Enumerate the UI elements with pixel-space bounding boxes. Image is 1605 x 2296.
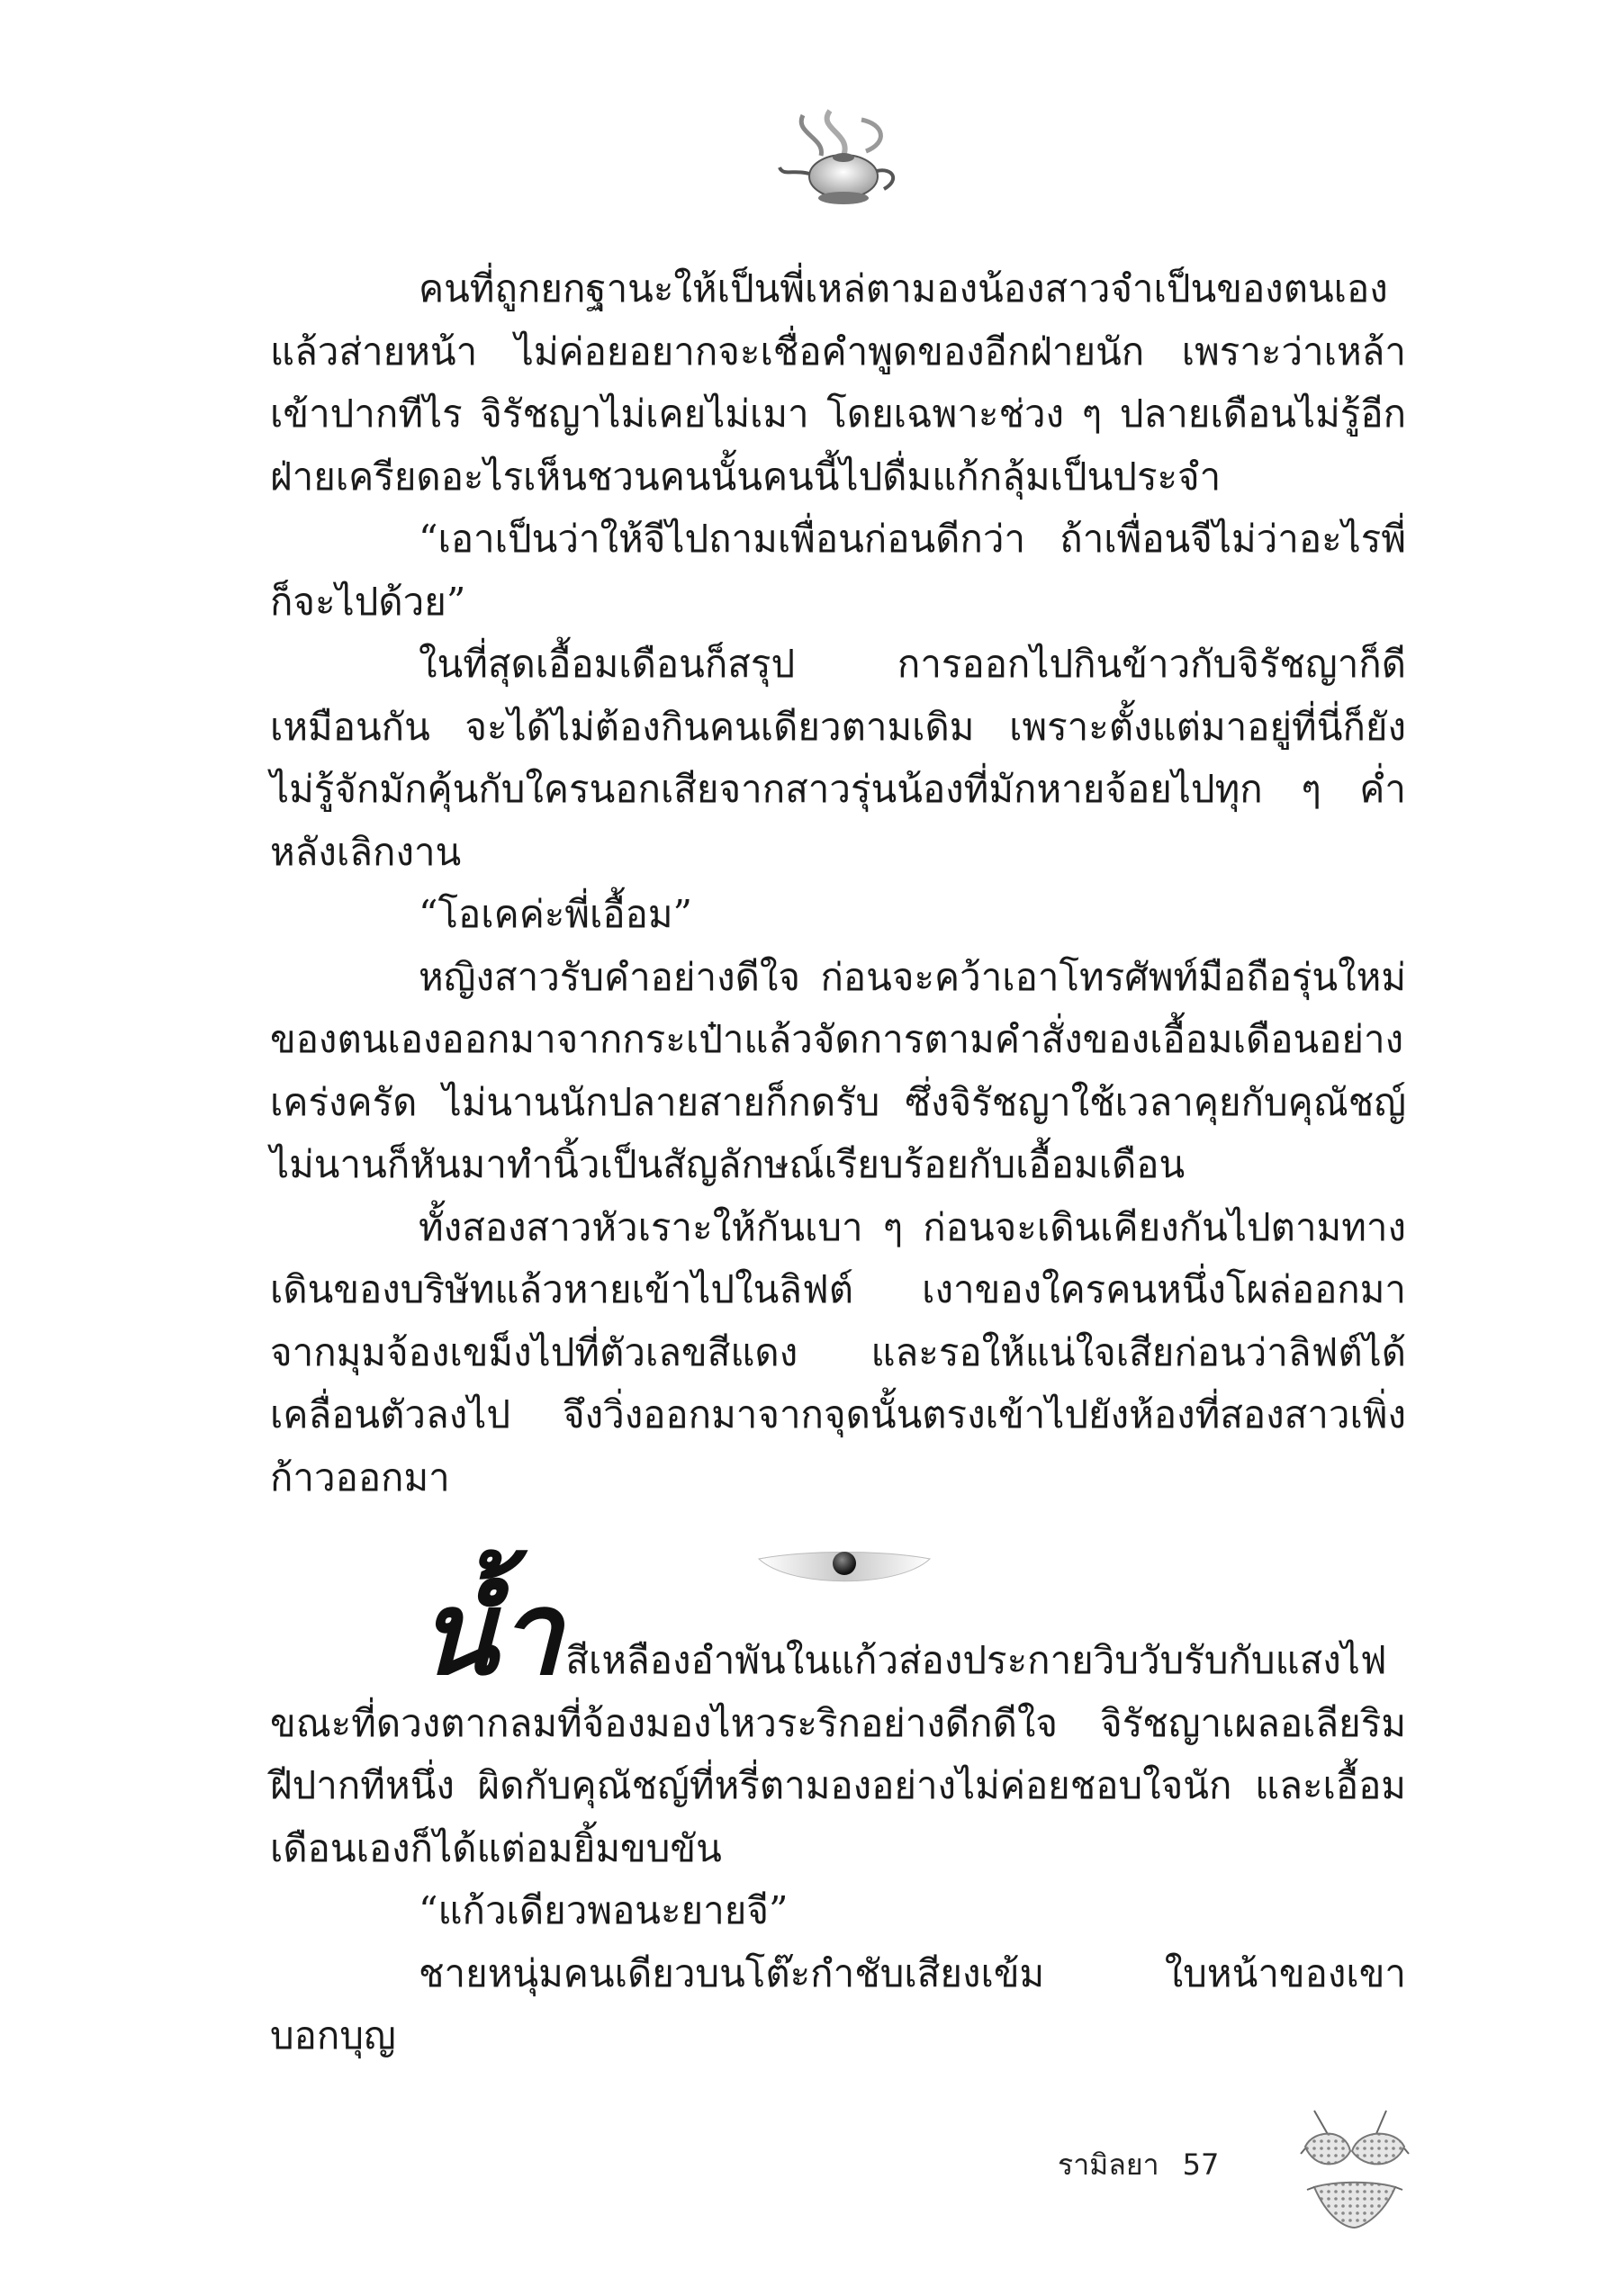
dropcap-paragraph	[270, 1566, 1406, 1879]
paragraph: ในที่สุดเอื้อมเดือนก็สรุป การออกไปกินข้าวกับจิรัชญาก็ดีเหมือนกัน จะได้ไม่ต้องกินคนเดียวตามเดิม เพราะตั้งแต่มาอยู่ที่นี่ก็ยังไม่รู้จักมักคุ้นกับใครนอกเสียจากสาวรุ่นน้องที่มักหายจ้อยไปทุก ๆ ค่ำหลังเลิกงาน	[270, 642, 1406, 874]
paragraph: ชายหนุ่มคนเดียวบนโต๊ะกำชับเสียงเข้ม ใบหน้าของเขาบอกบุญ	[270, 1950, 1406, 2057]
teapot-steam-ornament-icon	[776, 106, 911, 210]
paragraph: หญิงสาวรับคำอย่างดีใจ ก่อนจะคว้าเอาโทรศัพท์มือถือรุ่นใหม่ของตนเองออกมาจากกระเป๋าแล้วจัดการตามคำสั่งของเอื้อมเดือนอย่างเคร่งครัด ไม่นานนักปลายสายก็กดรับ ซึ่งจิรัชญาใช้เวลาคุยกับคุณัชญ์ไม่นานก็หันมาทำนิ้วเป็นสัญลักษณ์เรียบร้อยกับเอื้อมเดือน	[270, 954, 1406, 1186]
paragraph-text: สีเหลืองอำพันในแก้วส่องประกายวิบวับรับกับแสงไฟขณะที่ดวงตากลมที่จ้องมองไหวระริกอย่างดีกดีใจ จิรัชญาเผลอเลียริมฝีปากทีหนึ่ง ผิดกับคุณัชญ์ที่หรี่ตามองอย่างไม่ค่อยชอบใจนัก และเอื้อมเดือนเองก็ได้แต่อมยิ้มขบขัน	[270, 1638, 1406, 1870]
dropcap: น้ำ	[419, 1566, 563, 1701]
paragraph: “แก้วเดียวพอนะยายจี”	[419, 1888, 789, 1932]
paragraph: ทั้งสองสาวหัวเราะให้กันเบา ๆ ก่อนจะเดินเคียงกันไปตามทางเดินของบริษัทแล้วหายเข้าไปในลิฟต์ เงาของใครคนหนึ่งโผล่ออกมาจากมุมจ้องเขม็งไปที่ตัวเลขสีแดง และรอให้แน่ใจเสียก่อนว่าลิฟต์ได้เคลื่อนตัวลงไป จึงวิ่งออกมาจากจุดนั้นตรงเข้าไปยังห้องที่สองสาวเพิ่งก้าวออกมา	[270, 1204, 1406, 1499]
jewel-divider-icon	[754, 1539, 934, 1595]
paragraph: คนที่ถูกยกฐานะให้เป็นพี่เหล่ตามองน้องสาวจำเป็นของตนเองแล้วส่ายหน้า ไม่ค่อยอยากจะเชื่อคำพูดของอีกฝ่ายนัก เพราะว่าเหล้าเข้าปากทีไร จิรัชญาไม่เคยไม่เมา โดยเฉพาะช่วง ๆ ปลายเดือนไม่รู้อีกฝ่ายเครียดอะไรเห็นชวนคนนั้นคนนี้ไปดื่มแก้กลุ้มเป็นประจำ	[270, 266, 1406, 499]
bikini-ornament-icon	[1296, 2102, 1413, 2237]
chapter-section	[270, 1566, 1406, 2067]
paragraph: “โอเคค่ะพี่เอื้อม”	[419, 892, 693, 936]
page-number: 57	[1182, 2147, 1220, 2182]
body-text	[270, 257, 1406, 1508]
author-name: รามิลยา	[1058, 2147, 1159, 2182]
paragraph: “เอาเป็นว่าให้จีไปถามเพื่อนก่อนดีกว่า ถ้าเพื่อนจีไม่ว่าอะไรพี่ก็จะไปด้วย”	[270, 517, 1406, 624]
page-footer	[1058, 2142, 1219, 2188]
